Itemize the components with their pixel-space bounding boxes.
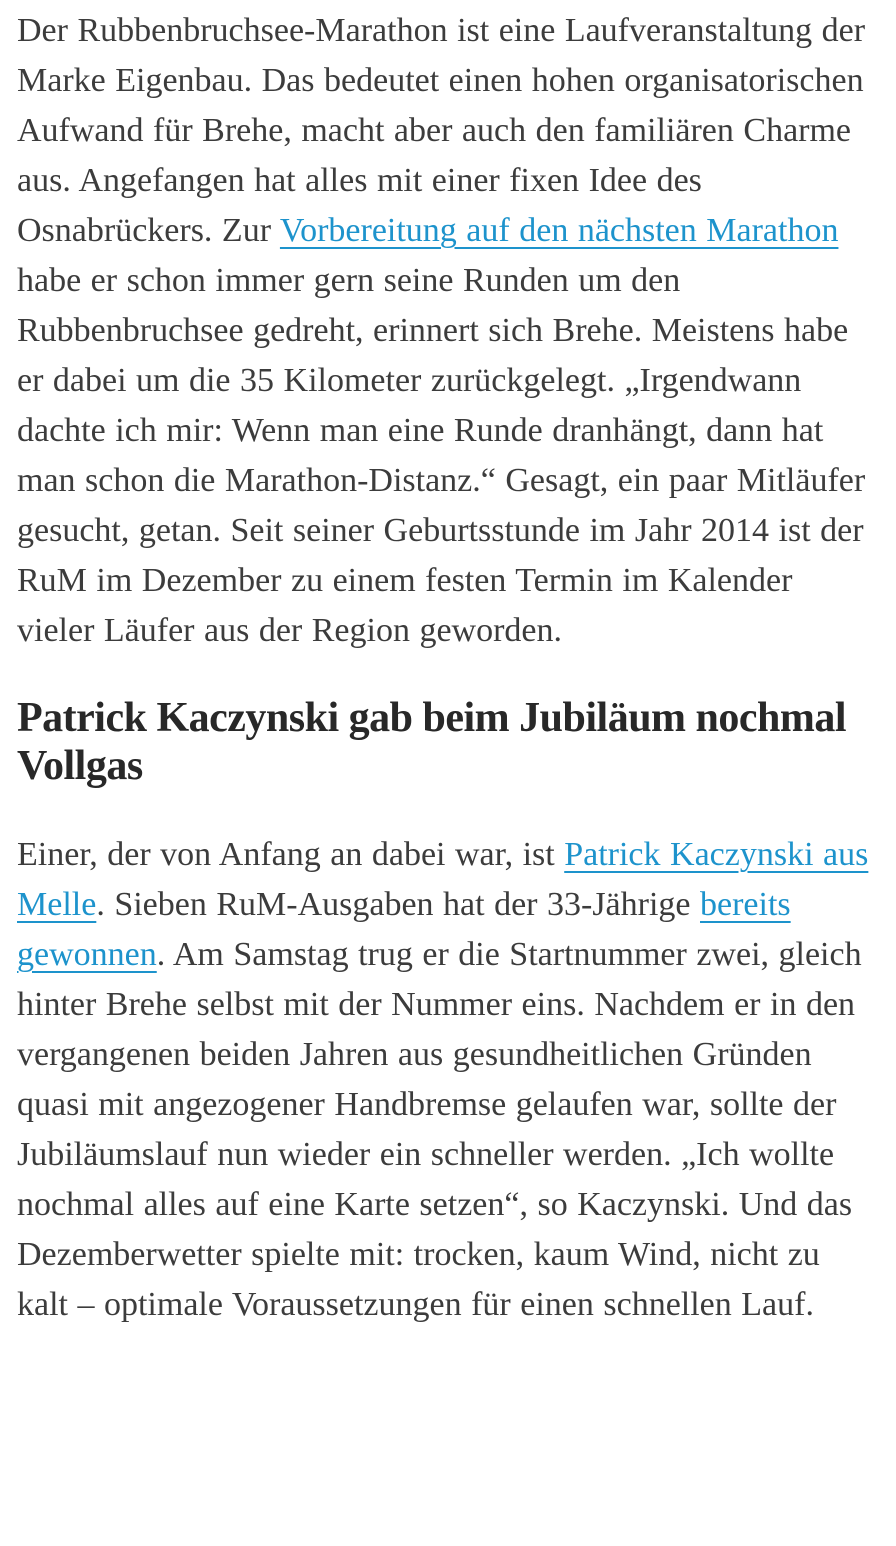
text-segment: habe er schon immer gern seine Runden um den Rubbenbruchsee gedreht, erinnert sich Brehe. Meistens habe er dabei um die 35 Kilometer zurückgelegt. „Irgendwann dachte ich mir: Wenn man eine Runde dranhängt, dann hat man schon die Marathon-Distanz.“ Gesagt, ein paar Mitläufer gesucht, getan. Seit seiner Geburtsstunde im Jahr 2014 ist der RuM im Dezember zu einem festen Termin im Kalender vieler Läufer aus der Region geworden. [17, 262, 866, 649]
text-segment: . Am Samstag trug er die Startnummer zwei, gleich hinter Brehe selbst mit der Nummer eins. Nachdem er in den vergangenen beiden Jahren aus gesundheitlichen Gründen quasi mit angezogener Handbremse gelaufen war, sollte der Jubiläumslauf nun wieder ein schneller werden. „Ich wollte nochmal alles auf eine Karte setzen“, so Kaczynski. Und das Dezemberwetter spielte mit: trocken, kaum Wind, nicht zu kalt – optimale Voraussetzungen für einen schnellen Lauf. [17, 936, 862, 1323]
article-body [17, 6, 879, 1330]
inline-link[interactable]: Vorbereitung auf den nächsten Marathon [279, 212, 839, 249]
text-segment: Der Rubbenbruchsee-Marathon ist eine Laufveranstaltung der Marke Eigenbau. Das bedeutet einen hohen organisatorischen Aufwand für Brehe, macht aber auch den familiären Charme aus. Angefangen hat alles mit einer fixen Idee des Osnabrückers. Zur [17, 12, 866, 249]
text-segment: . Sieben RuM-Ausgaben hat der 33-Jährige [96, 886, 701, 923]
inline-link[interactable]: Patrick Kaczynski aus Melle [17, 836, 869, 923]
inline-link[interactable]: bereits gewonnen [17, 886, 791, 973]
article-paragraph [17, 6, 879, 656]
text-segment: Patrick Kaczynski gab beim Jubiläum nochmal Vollgas [17, 695, 847, 789]
article-paragraph [17, 830, 879, 1330]
text-segment: Einer, der von Anfang an dabei war, ist [17, 836, 565, 873]
article-page [17, 6, 879, 1330]
section-heading [17, 694, 879, 790]
